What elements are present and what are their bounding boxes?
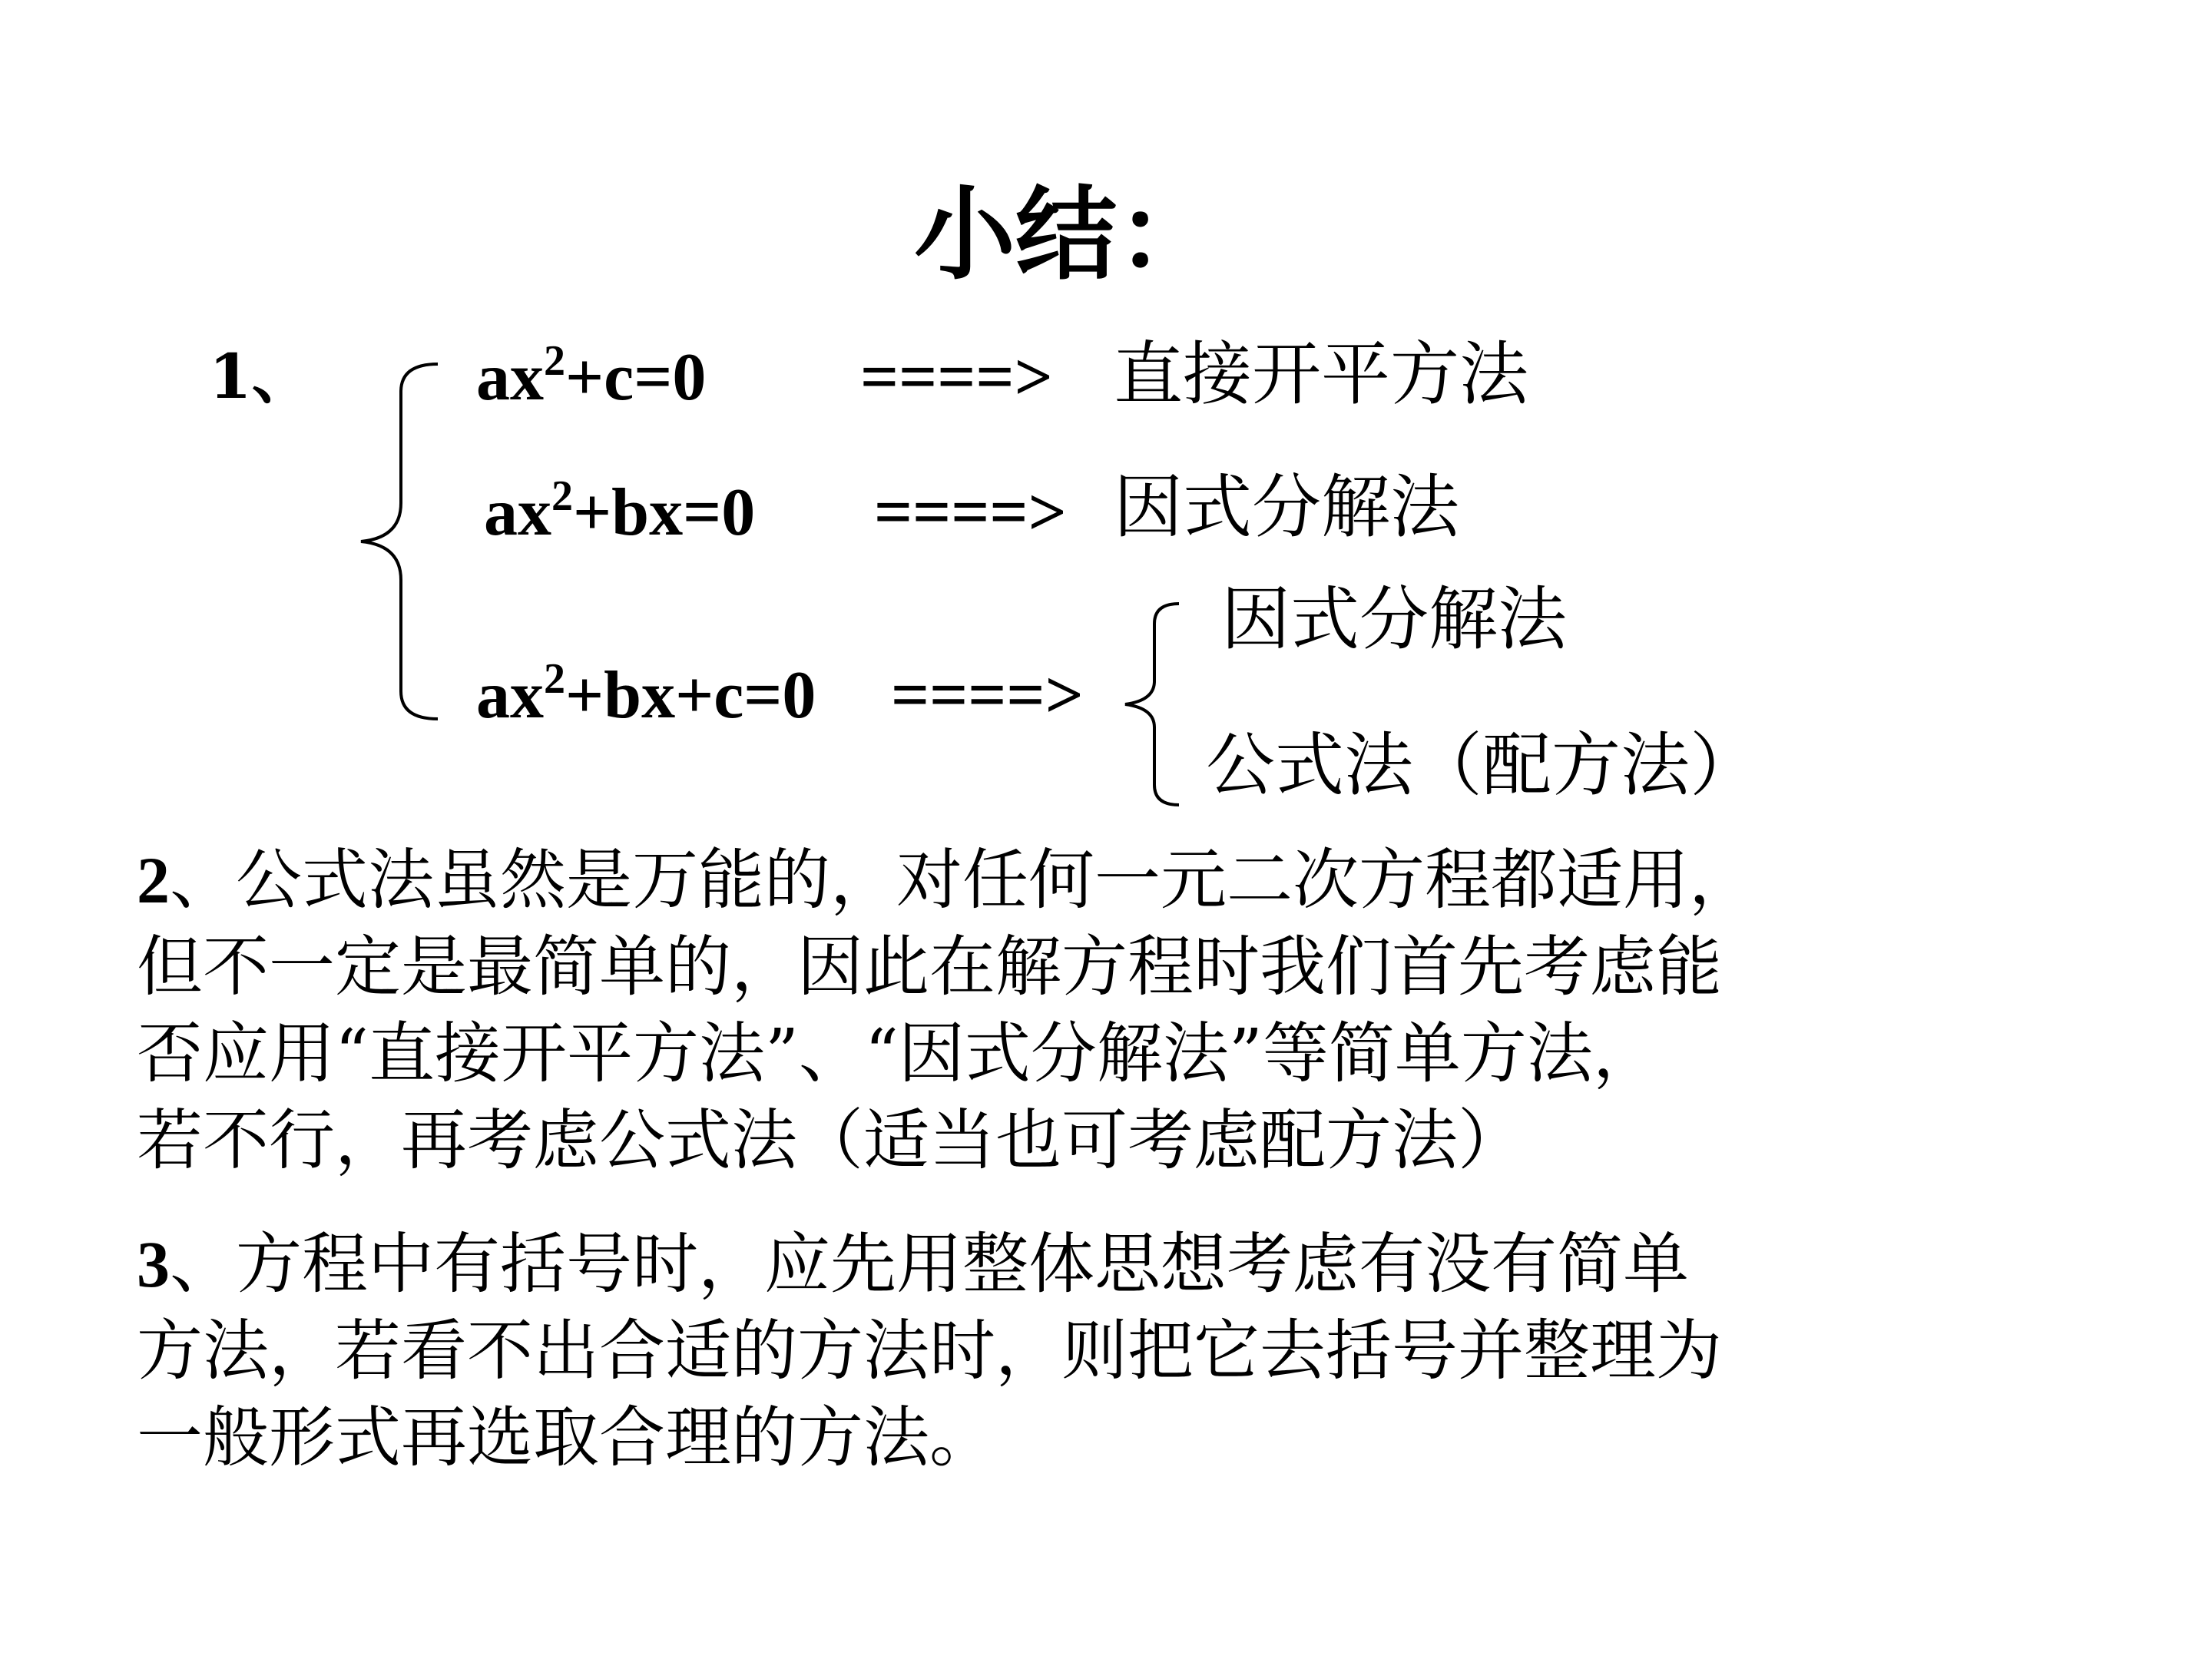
- point-3-line-1: 3、方程中有括号时，应先用整体思想考虑有没有简单: [137, 1226, 1689, 1303]
- arrow-3: ====>: [891, 658, 1084, 733]
- method-formula: 公式法（配方法）: [1206, 725, 1759, 806]
- point-2-number: 2: [137, 843, 170, 917]
- arrow-2: ====>: [874, 475, 1067, 550]
- method-factorization-alt: 因式分解法: [1221, 579, 1567, 660]
- equation-3: $ax^2+bx+c=0$: [476, 655, 816, 733]
- equation-1: $ax^2+c=0$: [476, 337, 707, 415]
- point-2-line-1: 2、公式法虽然是万能的，对任何一元二次方程都适用，: [137, 842, 1755, 919]
- left-brace-large: [353, 361, 445, 722]
- summary-point-3: [137, 1221, 2149, 1482]
- point-2-line-2: 但不一定是最简单的，因此在解方程时我们首先考虑能: [137, 929, 1722, 1005]
- arrow-1: ====>: [860, 340, 1053, 415]
- point-2-line-3: 否应用“直接开平方法”、“因式分解法”等简单方法，: [137, 1015, 1659, 1092]
- equation-2: $ax^2+bx=0$: [484, 472, 756, 550]
- page-title: 小结：: [914, 176, 1218, 294]
- summary-point-2: [137, 837, 2149, 1184]
- item-1-number: 1、: [209, 340, 313, 412]
- point-3-number: 3: [137, 1227, 170, 1301]
- left-brace-small: [1118, 601, 1187, 808]
- method-factorization: 因式分解法: [1114, 467, 1459, 548]
- point-3-line-3: 一般形式再选取合理的方法。: [137, 1399, 995, 1476]
- point-2-line-4: 若不行，再考虑公式法（适当也可考虑配方法）: [137, 1102, 1524, 1179]
- method-direct-square-root: 直接开平方法: [1114, 334, 1528, 415]
- point-3-line-2: 方法，若看不出合适的方法时，则把它去括号并整理为: [137, 1313, 1722, 1389]
